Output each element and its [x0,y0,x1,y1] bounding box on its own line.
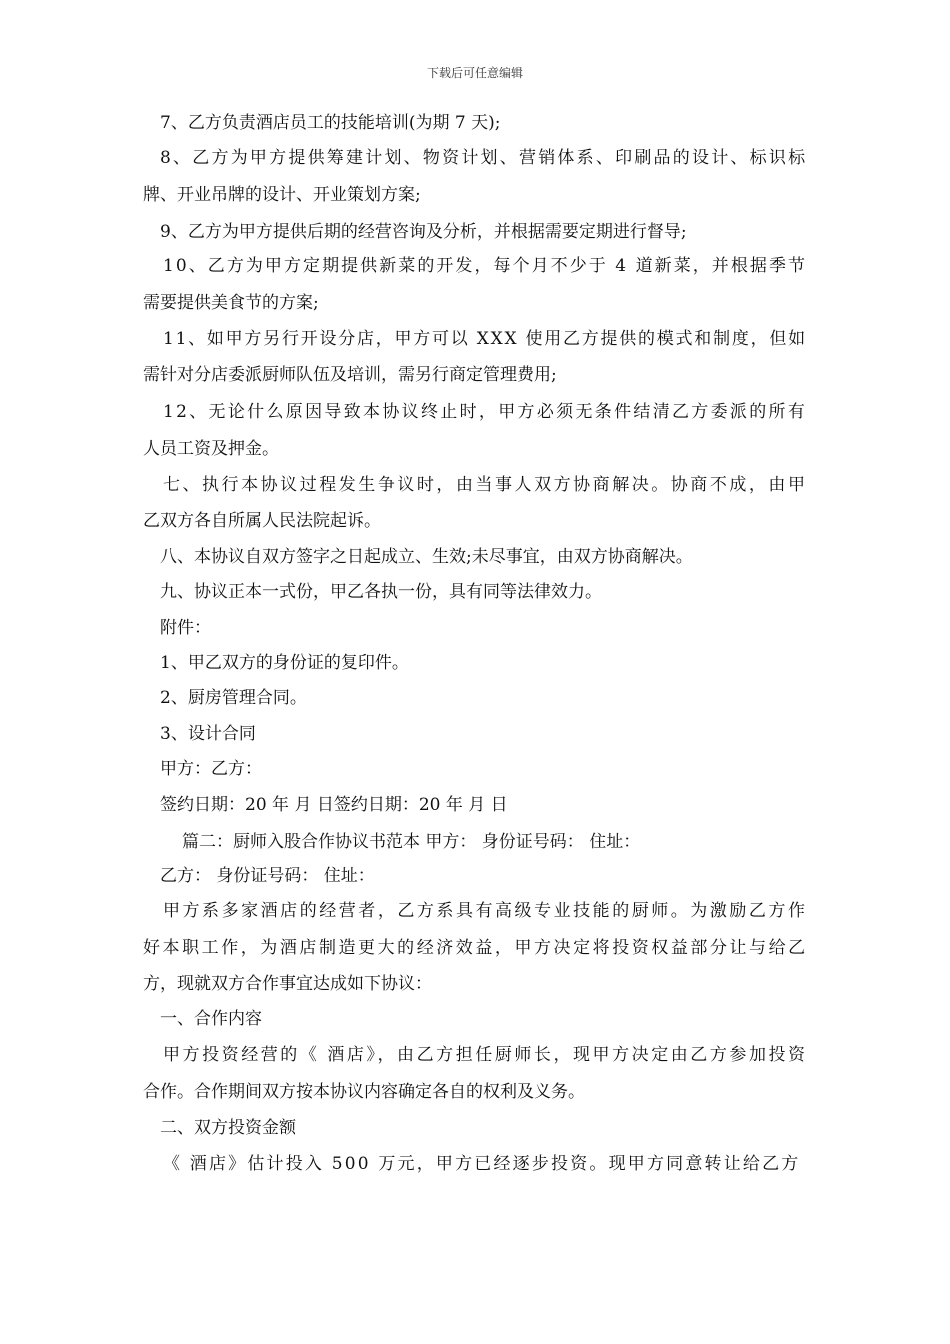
paragraph-line: 乙双方各自所属人民法院起诉。 [143,511,381,531]
paragraph-line: 9、乙方为甲方提供后期的经营咨询及分析，并根据需要定期进行督导; [160,222,687,242]
paragraph-line: 需要提供美食节的方案; [143,293,319,313]
paragraph-line: 篇二：厨师入股合作协议书范本 甲方： 身份证号码： 住址： [182,832,641,852]
paragraph-line: 好本职工作，为酒店制造更大的经济效益，甲方决定将投资权益部分让与给乙 [143,938,808,958]
header-note: 下载后可任意编辑 [426,66,523,80]
paragraph-line: 甲方投资经营的《 酒店》，由乙方担任厨师长，现甲方决定由乙方参加投资 [163,1045,808,1065]
paragraph-line: 乙方： 身份证号码： 住址： [160,866,375,886]
paragraph-line: 7、乙方负责酒店员工的技能培训(为期 7 天); [160,113,501,133]
paragraph-line: 七、执行本协议过程发生争议时，由当事人双方协商解决。协商不成，由甲 [163,475,808,495]
paragraph-line: 3、设计合同 [160,724,256,744]
paragraph-line: 二、双方投资金额 [160,1118,296,1138]
paragraph-line: 8、乙方为甲方提供筹建计划、物资计划、营销体系、印刷品的设计、标识标 [160,148,808,168]
paragraph-line: 附件： [160,618,211,638]
paragraph-line: 人员工资及押金。 [143,439,279,459]
paragraph-line: 12、无论什么原因导致本协议终止时，甲方必须无条件结清乙方委派的所有 [163,402,808,422]
paragraph-line: 方，现就双方合作事宜达成如下协议： [143,974,432,994]
paragraph-line: 牌、开业吊牌的设计、开业策划方案; [143,185,421,205]
paragraph-line: 甲方：乙方： [160,759,262,779]
paragraph-line: 《 酒店》估计投入 500 万元，甲方已经逐步投资。现甲方同意转让给乙方 [163,1154,801,1174]
paragraph-line: 甲方系多家酒店的经营者，乙方系具有高级专业技能的厨师。为激励乙方作 [163,901,808,921]
paragraph-line: 2、厨房管理合同。 [160,688,307,708]
paragraph-line: 1、甲乙双方的身份证的复印件。 [160,653,409,673]
paragraph-line: 八、本协议自双方签字之日起成立、生效;未尽事宜，由双方协商解决。 [160,547,693,567]
paragraph-line: 一、合作内容 [160,1009,262,1029]
paragraph-line: 11、如甲方另行开设分店，甲方可以 XXX 使用乙方提供的模式和制度，但如 [163,329,807,349]
paragraph-line: 需针对分店委派厨师队伍及培训，需另行商定管理费用; [143,365,557,385]
paragraph-line: 九、协议正本一式份，甲乙各执一份，具有同等法律效力。 [160,582,602,602]
paragraph-line: 10、乙方为甲方定期提供新菜的开发，每个月不少于 4 道新菜，并根据季节 [163,256,808,276]
paragraph-line: 合作。合作期间双方按本协议内容确定各自的权利及义务。 [143,1082,585,1102]
paragraph-line: 签约日期：20 年 月 日签约日期：20 年 月 日 [160,795,508,815]
